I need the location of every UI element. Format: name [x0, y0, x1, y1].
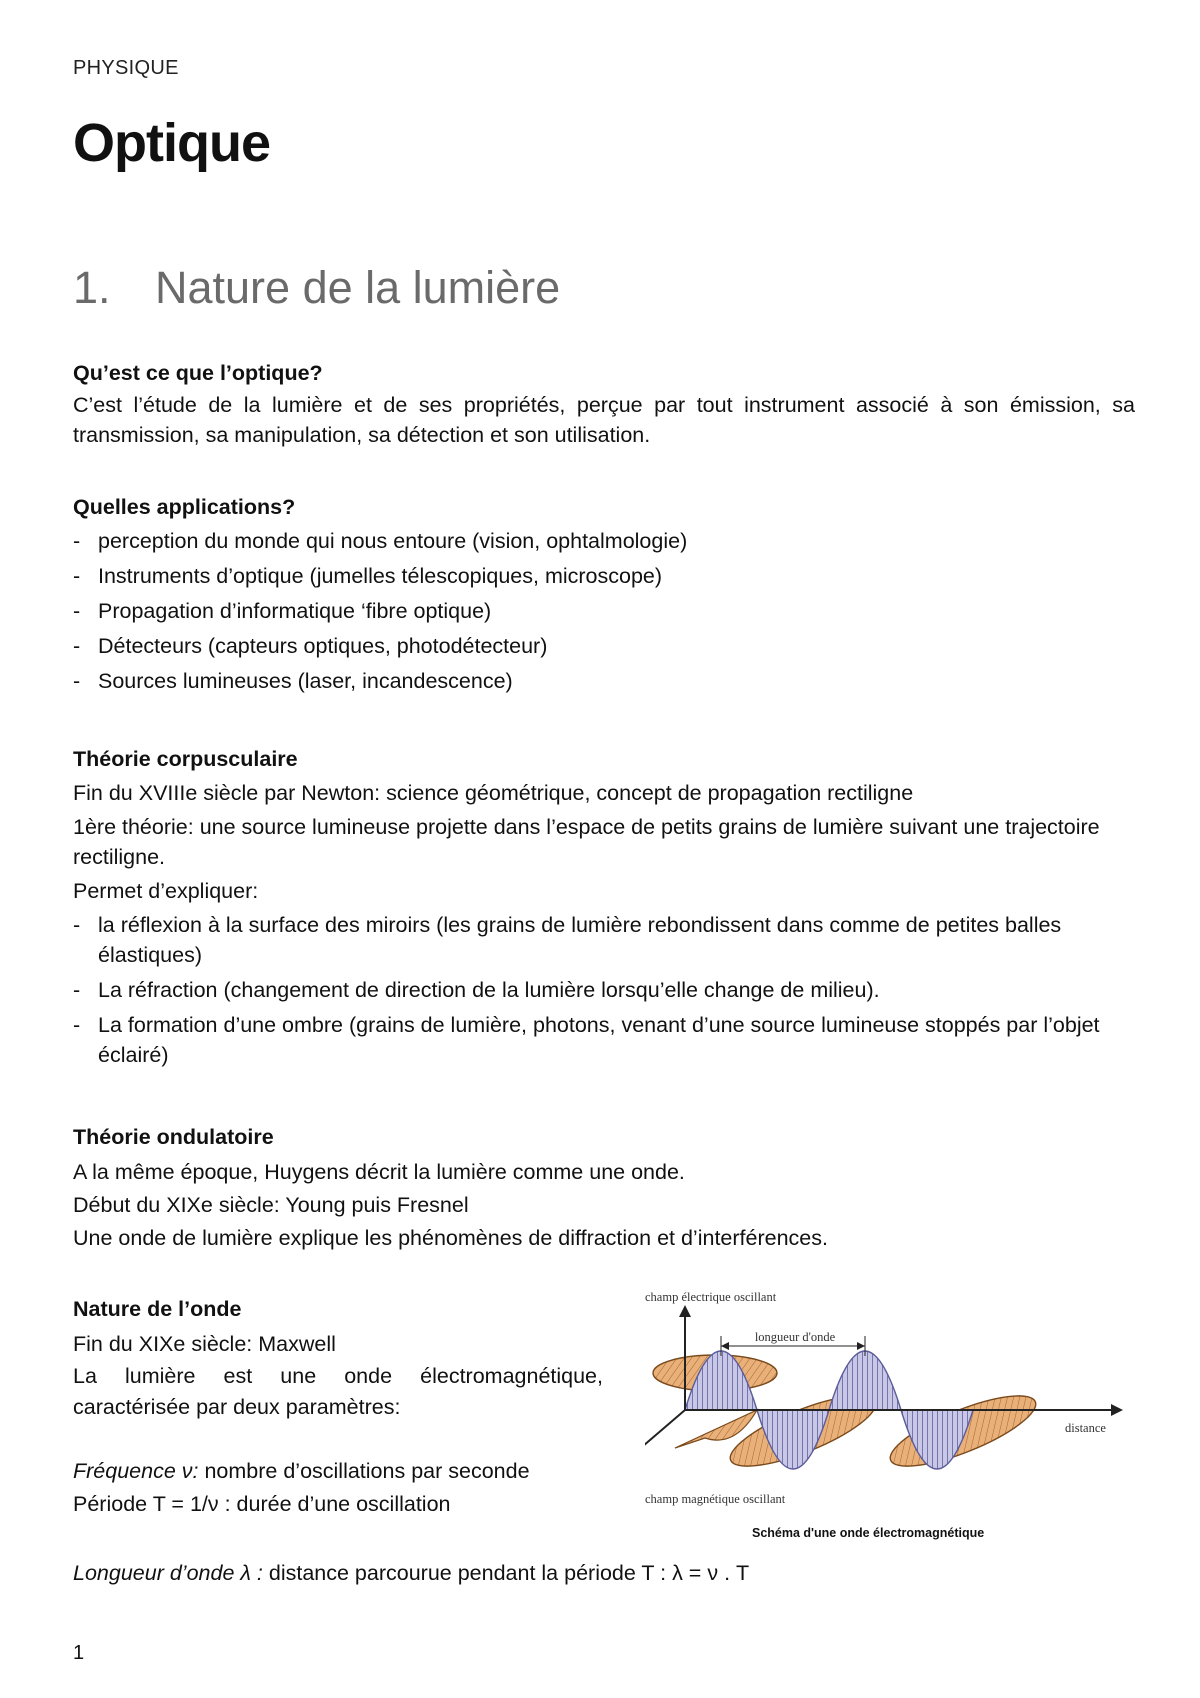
section-title: Nature de la lumière — [155, 262, 561, 313]
lambda-definition: distance parcourue pendant la période T : λ = ν . T — [262, 1561, 750, 1585]
corpusculaire-list — [73, 910, 1135, 1070]
page-number: 1 — [73, 1642, 85, 1664]
ondulatoire-section — [73, 1122, 1135, 1255]
onde-line: La lumière est une onde électromagnétique, caractérisée par deux paramètres: — [73, 1364, 603, 1419]
ondulatoire-heading: Théorie ondulatoire — [73, 1125, 274, 1149]
lambda-line — [73, 1557, 1135, 1590]
corpusculaire-line: Fin du XVIIIe siècle par Newton: science géométrique, concept de propagation rectiligne — [73, 781, 914, 805]
onde-heading: Nature de l’onde — [73, 1297, 242, 1321]
wavelength-label: longueur d'onde — [754, 1330, 836, 1344]
electric-axis-arrow — [679, 1305, 691, 1317]
magnetic-field-label: champ magnétique oscillant — [645, 1492, 786, 1506]
list-item: - perception du monde qui nous entoure (vision, ophtalmologie) — [73, 529, 688, 553]
frequence-definition: nombre d’oscillations par seconde — [198, 1459, 530, 1483]
list-item: - La réfraction (changement de direction de la lumière lorsqu’elle change de milieu). — [73, 978, 880, 1002]
page-title: Optique — [73, 113, 270, 173]
electric-lobe — [829, 1351, 901, 1410]
applications-question: Quelles applications? — [73, 495, 296, 519]
list-item: - Sources lumineuses (laser, incandescence) — [73, 669, 513, 693]
periode-line: Période T = 1/ν : durée d’une oscillation — [73, 1492, 451, 1516]
ondulatoire-line: A la même époque, Huygens décrit la lumière comme une onde. — [73, 1160, 685, 1184]
electric-field-label: champ électrique oscillant — [645, 1290, 777, 1304]
optique-definition — [73, 358, 1135, 450]
magnetic-axis — [645, 1410, 685, 1470]
wave-diagram — [645, 1288, 1130, 1548]
figure-caption: Schéma d'une onde électromagnétique — [752, 1526, 985, 1540]
section-number: 1. — [73, 262, 111, 313]
ondulatoire-line: Début du XIXe siècle: Young puis Fresnel — [73, 1193, 469, 1217]
list-item: - Instruments d’optique (jumelles télescopiques, microscope) — [73, 564, 663, 588]
optique-answer: C’est l’étude de la lumière et de ses propriétés, perçue par tout instrument associé à son émission, sa transmission, sa manipulation, sa détection et son utilisation. — [73, 393, 1135, 447]
onde-line: Fin du XIXe siècle: Maxwell — [73, 1332, 336, 1356]
corpusculaire-line: Permet d’expliquer: — [73, 879, 259, 903]
distance-axis-arrow — [1111, 1404, 1123, 1416]
corpusculaire-heading: Théorie corpusculaire — [73, 747, 298, 771]
optique-question: Qu’est ce que l’optique? — [73, 361, 323, 385]
electromagnetic-wave-figure — [645, 1288, 1130, 1548]
applications-section — [73, 492, 1135, 701]
corpusculaire-line: 1ère théorie: une source lumineuse projette dans l’espace de petits grains de lumière suivant une trajectoire rectiligne. — [73, 815, 1100, 869]
ondulatoire-line: Une onde de lumière explique les phénomènes de diffraction et d’interférences. — [73, 1226, 828, 1250]
section-heading — [73, 262, 560, 314]
list-item: - La formation d’une ombre (grains de lumière, photons, venant d’une source lumineuse stoppés par l’objet éclairé) — [73, 1013, 1100, 1067]
frequence-line — [73, 1455, 603, 1488]
lambda-term: Longueur d’onde λ : — [73, 1561, 263, 1585]
subject-kicker: PHYSIQUE — [73, 57, 179, 79]
list-item: - la réflexion à la surface des miroirs (les grains de lumière rebondissent dans comme de petites balles élastiques) — [73, 913, 1062, 967]
applications-list — [73, 526, 1135, 696]
frequence-term: Fréquence ν: — [73, 1459, 199, 1483]
distance-label: distance — [1065, 1421, 1106, 1435]
list-item: - Détecteurs (capteurs optiques, photodétecteur) — [73, 634, 548, 658]
list-item: - Propagation d’informatique ‘fibre optique) — [73, 599, 492, 623]
corpusculaire-section — [73, 744, 1135, 1075]
